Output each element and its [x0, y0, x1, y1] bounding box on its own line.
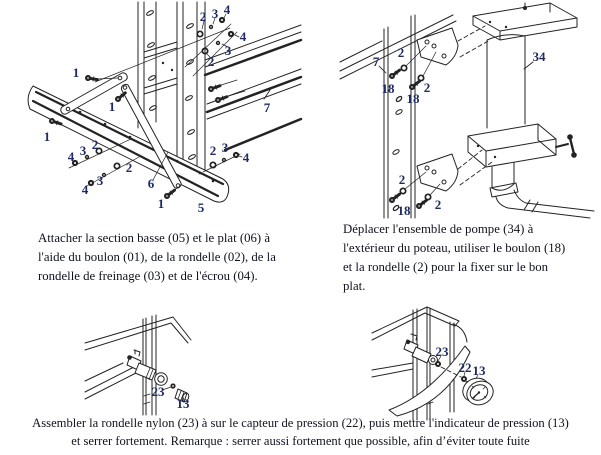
- mounting-bracket-lower: [417, 154, 458, 191]
- callout-part-1: 1: [157, 196, 165, 211]
- mounting-bracket-upper: [417, 28, 458, 65]
- callout-part-5: 5: [197, 200, 205, 215]
- caption-gauge-install: [0, 414, 601, 450]
- callout-part-4: 4: [242, 150, 250, 165]
- caption-line: plat.: [343, 279, 366, 293]
- callout-part-22: 22: [458, 360, 472, 375]
- callout-part-1: 1: [72, 65, 80, 80]
- callout-part-18: 18: [381, 81, 395, 96]
- caption-line: rondelle de freinage (03) et de l'écrou (04).: [38, 269, 258, 283]
- callout-part-4: 4: [81, 182, 89, 197]
- callout-part-3: 3: [79, 143, 87, 158]
- figure-pump-assembly: [340, 0, 600, 220]
- callout-part-2: 2: [125, 160, 133, 175]
- callout-part-3: 3: [96, 173, 104, 188]
- callout-part-7: 7: [372, 54, 380, 69]
- figure-gauge-installed: [375, 300, 550, 422]
- caption-line: Assembler la rondelle nylon (23) à sur le capteur de pression (22), puis mettre l'indicateur de pression (13): [32, 416, 569, 430]
- callout-part-7: 7: [263, 100, 271, 115]
- callout-part-4: 4: [239, 29, 247, 44]
- caption-line: l'extérieur du poteau, utiliser le boulon (18): [343, 241, 566, 255]
- callout-part-2: 2: [209, 143, 217, 158]
- callout-part-2: 2: [207, 54, 215, 69]
- callout-part-3: 3: [224, 43, 232, 58]
- caption-line: et serrer fortement. Remarque : serrer aussi fortement que possible, afin d’éviter toute fuite: [71, 434, 530, 448]
- pump-assembly-drawing: [340, 0, 600, 220]
- caption-line: et la rondelle (2) pour la fixer sur le bon: [343, 260, 549, 274]
- callout-part-4: 4: [223, 2, 231, 17]
- pump-unit: [468, 3, 594, 218]
- callout-part-1: 1: [108, 99, 116, 114]
- callout-part-1: 1: [43, 129, 51, 144]
- nylon-washer: [170, 383, 175, 388]
- pressure-fitting: [127, 350, 167, 385]
- callout-part-2: 2: [91, 137, 99, 152]
- callout-part-4: 4: [67, 149, 75, 164]
- callout-part-13: 13: [472, 363, 486, 378]
- callout-part-2: 2: [199, 9, 207, 24]
- caption-line: Attacher la section basse (05) et le plat (06) à: [38, 231, 271, 245]
- sensor-washer: [461, 376, 467, 382]
- callout-part-13: 13: [176, 396, 190, 411]
- callout-part-18: 18: [406, 91, 420, 106]
- caption-line: l'aide du boulon (01), de la rondelle (02), de la: [38, 250, 276, 264]
- callout-part-3: 3: [211, 6, 219, 21]
- callout-part-34: 34: [532, 49, 546, 64]
- callout-part-23: 23: [435, 344, 449, 359]
- callout-part-6: 6: [147, 176, 155, 191]
- caption-base-assembly: [38, 229, 276, 286]
- callout-part-3: 3: [221, 140, 229, 155]
- callout-part-2: 2: [434, 197, 442, 212]
- figure-base-assembly: [25, 0, 305, 228]
- callout-part-2: 2: [397, 45, 405, 60]
- gauge-parts-drawing: [88, 306, 208, 416]
- callout-part-2: 2: [423, 80, 431, 95]
- base-band: [28, 86, 229, 202]
- callout-part-23: 23: [151, 384, 165, 399]
- callout-part-2: 2: [398, 172, 406, 187]
- caption-pump-assembly: [343, 220, 565, 296]
- figure-gauge-parts: [88, 306, 208, 416]
- callout-part-18: 18: [397, 203, 411, 218]
- caption-line: Déplacer l'ensemble de pompe (34) à: [343, 222, 534, 236]
